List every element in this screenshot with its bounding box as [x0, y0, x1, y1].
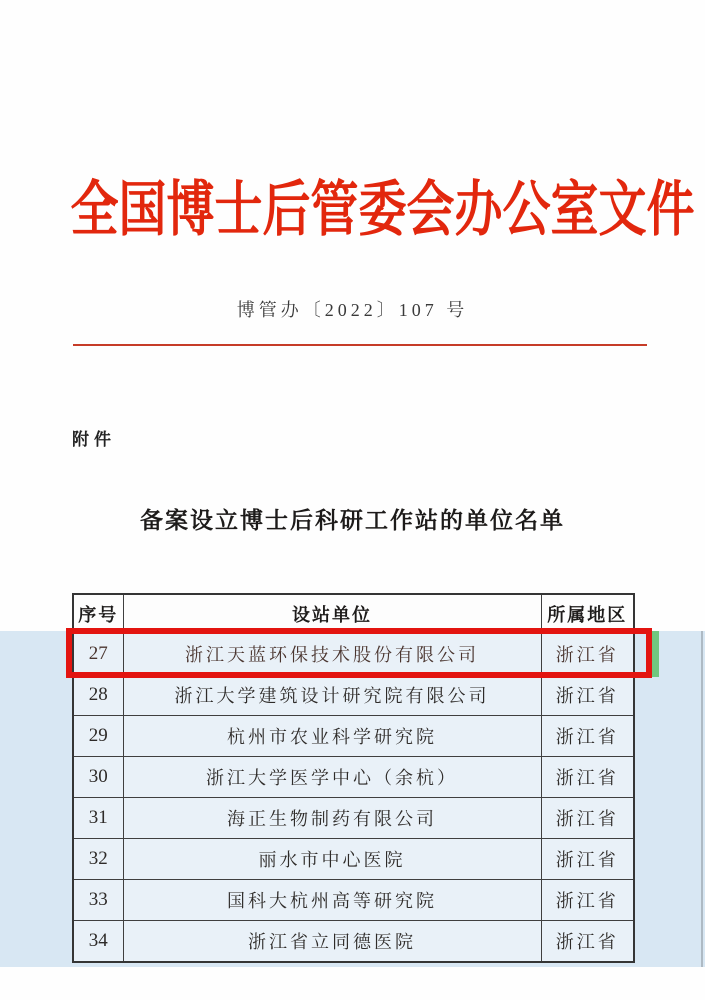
table-row [73, 880, 634, 921]
row-unit: 浙江天蓝环保技术股份有限公司 [123, 634, 541, 675]
row-serial-no: 30 [73, 757, 123, 798]
table-row [73, 675, 634, 716]
row-region: 浙江省 [541, 757, 634, 798]
row-serial-no: 28 [73, 675, 123, 716]
row-serial-no: 32 [73, 839, 123, 880]
row-unit: 海正生物制药有限公司 [123, 798, 541, 839]
row-region: 浙江省 [541, 839, 634, 880]
attachment-label: 附件 [72, 430, 116, 449]
table-row [73, 634, 634, 675]
header-unit: 设站单位 [123, 594, 541, 634]
row-region: 浙江省 [541, 798, 634, 839]
row-unit: 丽水市中心医院 [123, 839, 541, 880]
row-serial-no: 31 [73, 798, 123, 839]
scan-green-artifact [652, 631, 659, 677]
table-row [73, 757, 634, 798]
red-divider-rule [73, 344, 647, 346]
scan-edge-artifact [701, 631, 703, 967]
table-header [73, 594, 634, 634]
table-row [73, 921, 634, 963]
table-row [73, 839, 634, 880]
row-unit: 国科大杭州高等研究院 [123, 880, 541, 921]
table-title: 备案设立博士后科研工作站的单位名单 [140, 508, 565, 533]
table-row [73, 798, 634, 839]
header-serial-no: 序号 [73, 594, 123, 634]
header-region: 所属地区 [541, 594, 634, 634]
workstation-table [72, 593, 635, 963]
row-serial-no: 29 [73, 716, 123, 757]
row-region: 浙江省 [541, 880, 634, 921]
row-serial-no: 33 [73, 880, 123, 921]
row-region: 浙江省 [541, 675, 634, 716]
row-unit: 杭州市农业科学研究院 [123, 716, 541, 757]
row-serial-no: 34 [73, 921, 123, 963]
document-number: 博管办〔2022〕107 号 [236, 300, 469, 320]
row-region: 浙江省 [541, 921, 634, 963]
row-serial-no: 27 [73, 634, 123, 675]
row-region: 浙江省 [541, 634, 634, 675]
table-row [73, 716, 634, 757]
row-unit: 浙江大学医学中心（余杭） [123, 757, 541, 798]
row-unit: 浙江大学建筑设计研究院有限公司 [123, 675, 541, 716]
row-unit: 浙江省立同德医院 [123, 921, 541, 963]
document-title: 全国博士后管委会办公室文件 [70, 177, 695, 243]
row-region: 浙江省 [541, 716, 634, 757]
